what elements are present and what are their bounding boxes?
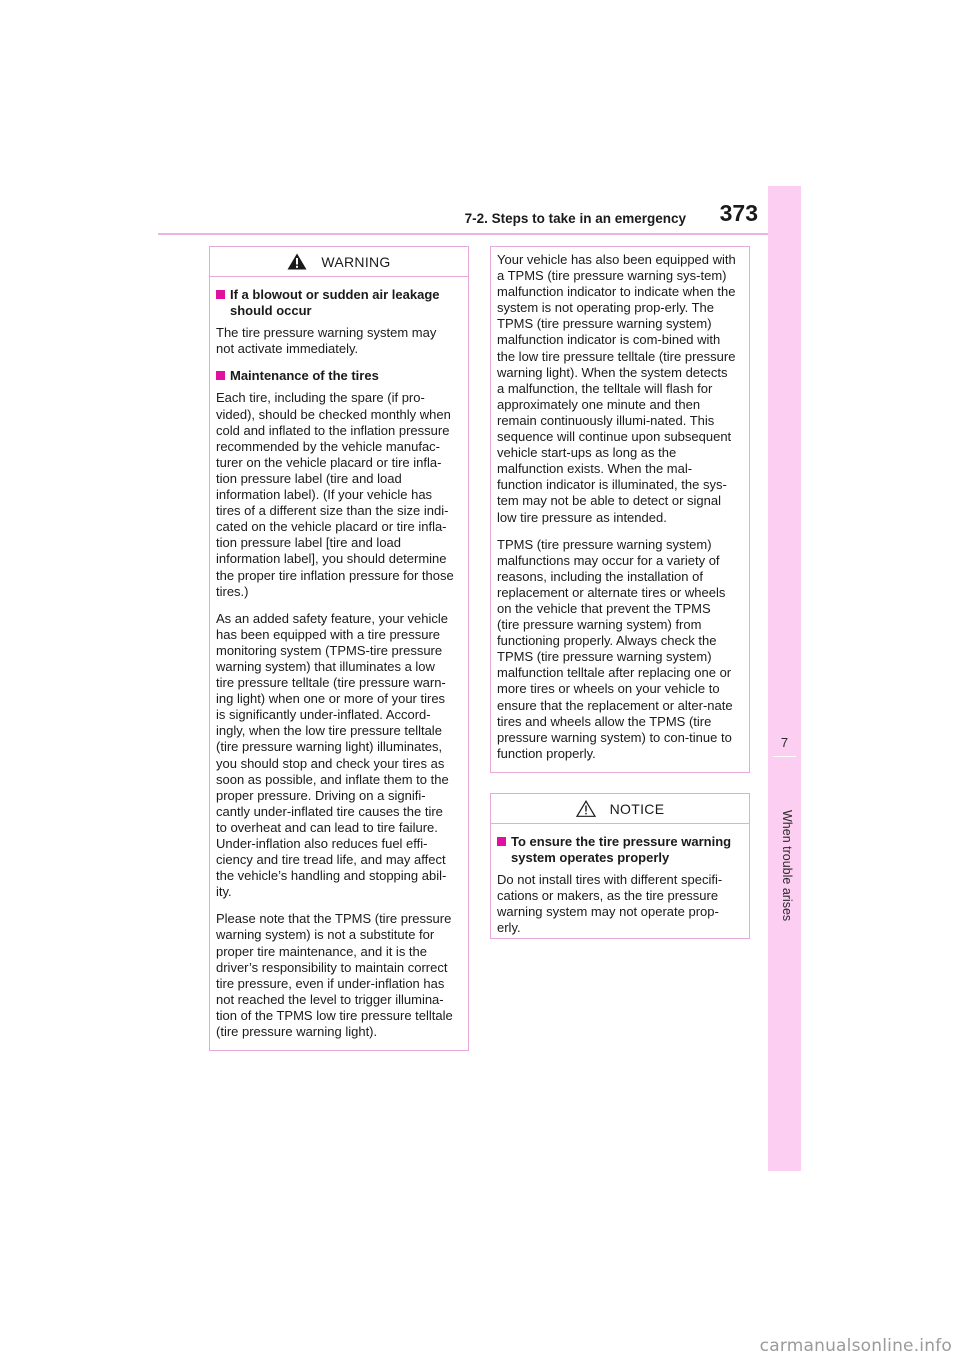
section-title: 7-2. Steps to take in an emergency xyxy=(464,211,686,226)
continuation-paragraph: Your vehicle has also been equipped with a TPMS (tire pressure warning sys-tem) malfunction indicator to indicate when the system is not operating prop-erly. The TPMS (tire pressure warning system) malfunction indicator is com-bined with the low tire pressure telltale (tire pressure warning light). When the system detects a malfunction, the telltale will flash for approximately one minute and then remain continuously illumi-nated. This sequence will continue upon subsequent vehicle start-ups as long as the malfunction exists. When the mal-function indicator is illuminated, the sys-tem may not be able to detect or signal low tire pressure as intended. xyxy=(497,252,736,525)
chapter-divider xyxy=(773,756,796,757)
watermark-text: carmanualsonline.info xyxy=(759,1336,952,1356)
notice-heading: NOTICE xyxy=(609,800,665,817)
warning-continuation-box xyxy=(490,246,750,773)
warning-header xyxy=(210,247,468,277)
header-rule xyxy=(158,233,768,235)
warning-paragraph: Each tire, including the spare (if pro-vided), should be checked monthly when cold and inflated to the inflation pressure recommended by the vehicle manufac-turer on the vehicle placard or tire infla-tion pressure label (tire and load information label). (If your vehicle has tires of a different size than the size indi-cated on the vehicle placard or tire infla-tion pressure label [tire and load information label], you should determine the proper tire inflation pressure for those tires.) xyxy=(216,390,454,599)
page-header xyxy=(0,0,960,240)
notice-header xyxy=(491,794,749,824)
notice-body xyxy=(491,824,749,937)
bullet-square-icon xyxy=(216,290,225,299)
notice-subhead: To ensure the tire pressure warning system operates properly xyxy=(497,834,736,866)
notice-triangle-icon xyxy=(576,800,596,817)
chapter-side-tab xyxy=(768,186,801,1171)
warning-paragraph: The tire pressure warning system may not activate immediately. xyxy=(216,325,437,357)
page-number: 373 xyxy=(719,200,758,226)
notice-box xyxy=(490,793,750,939)
chapter-title: When trouble arises xyxy=(780,810,794,922)
warning-heading: WARNING xyxy=(321,253,391,270)
notice-paragraph: Do not install tires with different specifi-cations or makers, as the tire pressure warning system may not operate prop-erly. xyxy=(497,872,723,936)
warning-paragraph: Please note that the TPMS (tire pressure warning system) is not a substitute for proper tire maintenance, and it is the driver’s responsibility to maintain correct tire pressure, even if under-inflation has not reached the level to trigger illumina-tion of the TPMS low tire pressure telltale (tire pressure warning light). xyxy=(216,911,453,1040)
bullet-square-icon xyxy=(216,371,225,380)
chapter-number: 7 xyxy=(780,735,789,750)
warning-triangle-icon xyxy=(287,253,307,270)
warning-box xyxy=(209,246,469,1051)
warning-paragraph: As an added safety feature, your vehicle has been equipped with a tire pressure monitoring system (TPMS-tire pressure warning system) that illuminates a low tire pressure telltale (tire pressure warn-ing light) when one or more of your tires is significantly under-inflated. Accord-ingly, when the low tire pressure telltale (tire pressure warning light) illuminates, you should stop and check your tires as soon as possible, and inflate them to the proper pressure. Driving on a signifi-cantly under-inflated tire causes the tire to overheat and can lead to tire failure. Under-inflation also reduces fuel effi-ciency and tire tread life, and may affect the vehicle’s handling and stopping abil-ity. xyxy=(216,610,449,900)
continuation-body xyxy=(491,247,749,762)
watermark xyxy=(0,1336,960,1358)
warning-subhead-blowout: If a blowout or sudden air leakage should occur xyxy=(216,287,455,319)
bullet-square-icon xyxy=(497,837,506,846)
continuation-paragraph: TPMS (tire pressure warning system) malfunctions may occur for a variety of reasons, including the installation of replacement or alternate tires or wheels on the vehicle that prevent the TPMS (tire pressure warning system) from functioning properly. Always check the TPMS (tire pressure warning system) malfunction telltale after replacing one or more tires or wheels on your vehicle to ensure that the replacement or alter-nate tires and wheels allow the TPMS (tire pressure warning system) to con-tinue to function properly. xyxy=(497,536,733,761)
warning-body xyxy=(210,277,468,1040)
warning-subhead-maintenance: Maintenance of the tires xyxy=(216,368,455,384)
